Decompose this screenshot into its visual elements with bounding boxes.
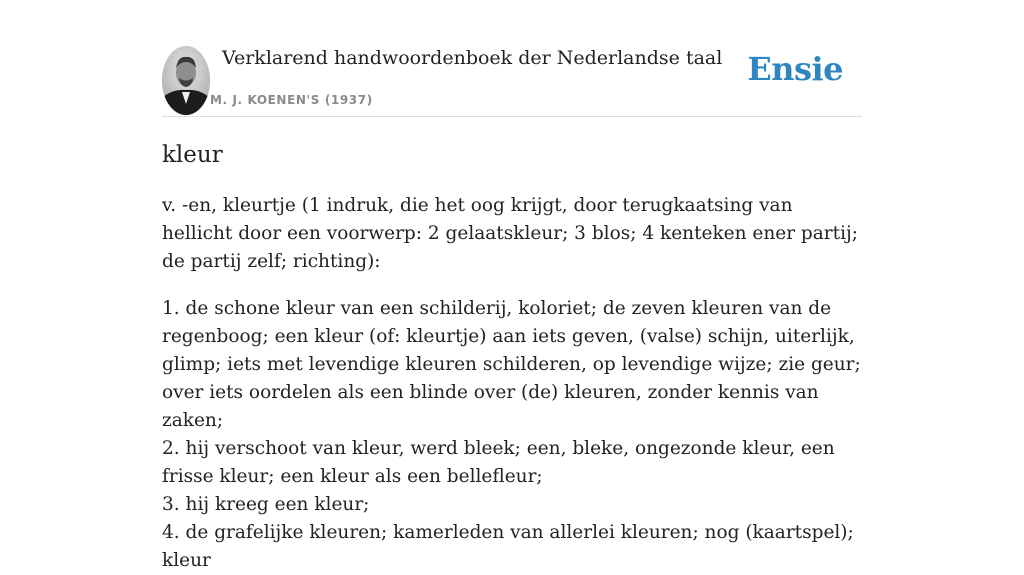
entry-body bbox=[162, 192, 862, 575]
entry-sense: 4. de grafelijke kleuren; kamerleden van allerlei kleuren; nog (kaartspel); kleur bbox=[162, 522, 854, 571]
entry-sense: 2. hij verschoot van kleur, werd bleek; een, bleke, ongezonde kleur, een frisse kleur; een kleur als een bellefleur; bbox=[162, 438, 835, 487]
page bbox=[162, 0, 862, 571]
entry-sense: 1. de schone kleur van een schilderij, koloriet; de zeven kleuren van de regenboog; een kleur (of: kleurtje) aan iets geven, (valse) schijn, uiterlijk, glimp; iets met levendige kleuren schilderen, op levendige wijze; zie geur; over iets oordelen als een blinde over (de) kleuren, zonder kennis van zaken; bbox=[162, 298, 861, 431]
author-portrait bbox=[162, 46, 210, 115]
header bbox=[162, 0, 862, 117]
book-author: M. J. KOENEN'S (1937) bbox=[210, 93, 373, 107]
entry-sense: 3. hij kreeg een kleur; bbox=[162, 494, 370, 515]
book-title: Verklarend handwoordenboek der Nederlandse taal bbox=[222, 47, 723, 69]
entry-title: kleur bbox=[162, 142, 223, 168]
entry-intro: v. -en, kleurtje (1 indruk, die het oog krijgt, door terugkaatsing van hellicht door een voorwerp: 2 gelaatskleur; 3 blos; 4 kenteken ener partij; de partij zelf; richting): bbox=[162, 195, 858, 272]
portrait-photo-icon bbox=[162, 46, 210, 115]
brand-logo[interactable]: Ensie bbox=[747, 50, 843, 88]
